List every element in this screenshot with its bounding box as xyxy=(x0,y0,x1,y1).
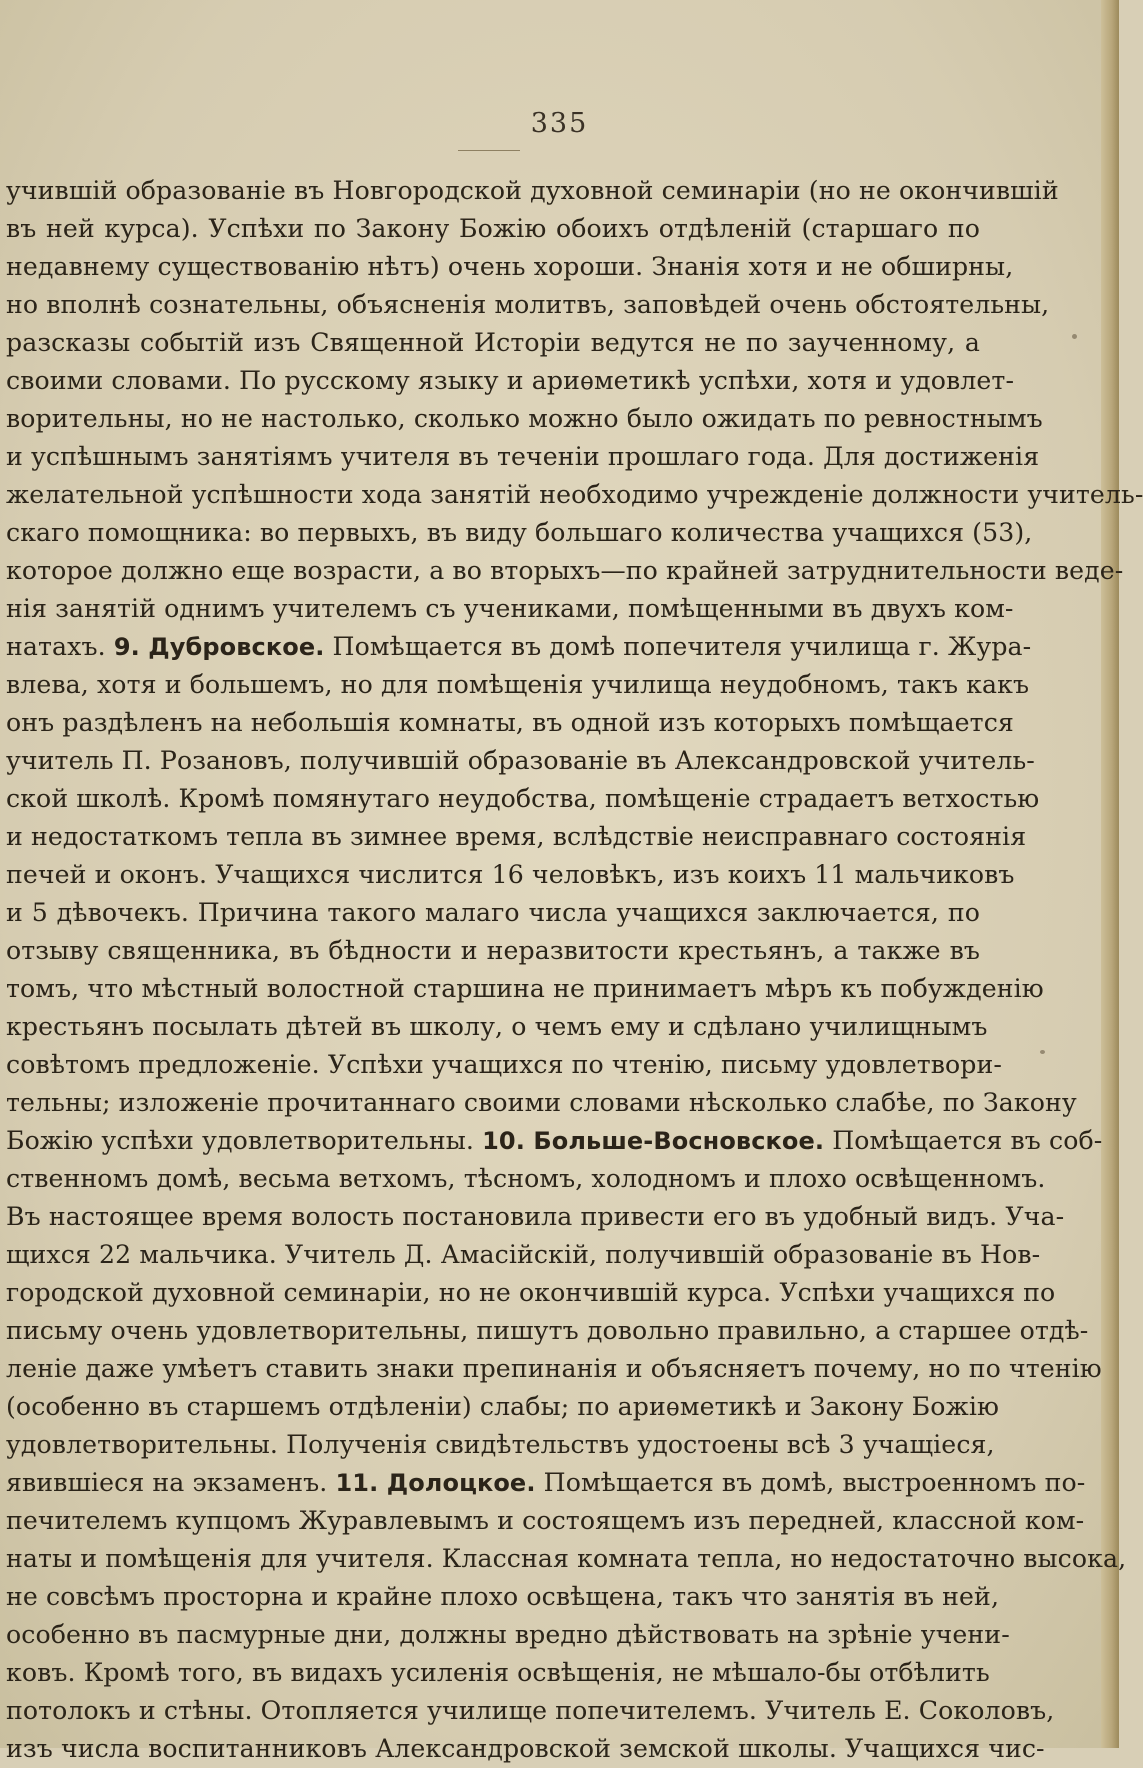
page-edge xyxy=(1101,0,1119,1748)
text-run: ковъ. Кромѣ того, въ видахъ усиленія освѣщенія, не мѣшало-бы отбѣлить xyxy=(6,1658,990,1687)
text-run: наты и помѣщенія для учителя. Классная комната тепла, но недостаточно высока, xyxy=(6,1544,1127,1573)
header-rule xyxy=(458,150,520,151)
text-run: но вполнѣ сознательны, объясненія молитвъ, заповѣдей очень обстоятельны, xyxy=(6,290,1050,319)
text-line xyxy=(6,1122,1103,1160)
text-run: леніе даже умѣетъ ставить знаки препинанія и объясняетъ почему, но по чтенію xyxy=(6,1354,1102,1383)
text-run: отзыву священника, въ бѣдности и неразвитости крестьянъ, а также въ xyxy=(6,936,980,965)
text-line xyxy=(6,1084,1077,1122)
text-line xyxy=(6,704,1014,742)
text-line xyxy=(6,476,1143,514)
text-line xyxy=(6,1692,1055,1730)
text-run: въ ней курса). Успѣхи по Закону Божію обоихъ отдѣленій (старшаго по xyxy=(6,214,980,243)
text-line xyxy=(6,1008,988,1046)
text-line xyxy=(6,400,1043,438)
text-line xyxy=(6,362,1015,400)
text-run: недавнему существованію нѣтъ) очень хороши. Знанія хотя и не обширны, xyxy=(6,252,1014,281)
text-line xyxy=(6,1540,1127,1578)
text-run: печей и оконъ. Учащихся числится 16 человѣкъ, изъ коихъ 11 мальчиковъ xyxy=(6,860,1015,889)
text-run: разсказы событій изъ Священной Исторіи ведутся не по заученному, а xyxy=(6,328,980,357)
text-line xyxy=(6,780,1040,818)
text-run: своими словами. По русскому языку и ариѳметикѣ успѣхи, хотя и удовлет- xyxy=(6,366,1015,395)
text-run: нія занятій однимъ учителемъ съ учениками, помѣщенными въ двухъ ком- xyxy=(6,594,1014,623)
text-line xyxy=(6,818,1027,856)
section-heading: 11. Долоцкое. xyxy=(335,1469,536,1497)
text-line xyxy=(6,1464,1086,1502)
text-line xyxy=(6,856,1015,894)
text-run: которое должно еще возрасти, а во вторыхъ—по крайней затруднительности веде- xyxy=(6,556,1124,585)
text-run: щихся 22 мальчика. Учитель Д. Амасійскій, получившій образованіе въ Нов- xyxy=(6,1240,1041,1269)
text-line xyxy=(6,286,1050,324)
text-run: Въ настоящее время волость постановила привести его въ удобный видъ. Уча- xyxy=(6,1202,1065,1231)
text-run: Помѣщается въ соб- xyxy=(824,1126,1103,1155)
text-line xyxy=(6,514,1033,552)
text-run: совѣтомъ предложеніе. Успѣхи учащихся по чтенію, письму удовлетвори- xyxy=(6,1050,1002,1079)
text-run: (особенно въ старшемъ отдѣленіи) слабы; по ариѳметикѣ и Закону Божію xyxy=(6,1392,1000,1421)
text-line xyxy=(6,1350,1102,1388)
text-line xyxy=(6,172,1059,210)
text-run: Божію успѣхи удовлетворительны. xyxy=(6,1126,483,1155)
text-line xyxy=(6,970,1044,1008)
text-run: влева, хотя и большемъ, но для помѣщенія училища неудобномъ, такъ какъ xyxy=(6,670,1030,699)
text-line xyxy=(6,1198,1065,1236)
text-run: городской духовной семинаріи, но не окончившій курса. Успѣхи учащихся по xyxy=(6,1278,1056,1307)
text-run: желательной успѣшности хода занятій необходимо учрежденіе должности учитель- xyxy=(6,480,1143,509)
text-line xyxy=(6,1426,995,1464)
text-line xyxy=(6,438,1040,476)
text-run: и успѣшнымъ занятіямъ учителя въ теченіи прошлаго года. Для достиженія xyxy=(6,442,1040,471)
text-run: особенно въ пасмурные дни, должны вредно дѣйствовать на зрѣніе учени- xyxy=(6,1620,1010,1649)
text-line xyxy=(6,1654,990,1692)
text-line xyxy=(6,1616,1010,1654)
text-line xyxy=(6,552,1124,590)
text-run: и недостаткомъ тепла въ зимнее время, вслѣдствіе неисправнаго состоянія xyxy=(6,822,1027,851)
text-run: изъ числа воспитанниковъ Александровской земской школы. Учащихся чис- xyxy=(6,1734,1045,1763)
text-run: не совсѣмъ просторна и крайне плохо освѣщена, такъ что занятія въ ней, xyxy=(6,1582,1000,1611)
text-run: натахъ. xyxy=(6,632,114,661)
ink-spot xyxy=(1040,1050,1045,1054)
text-run: явившіеся на экзаменъ. xyxy=(6,1468,336,1497)
text-run: крестьянъ посылать дѣтей въ школу, о чемъ ему и сдѣлано училищнымъ xyxy=(6,1012,988,1041)
text-run: удовлетворительны. Полученія свидѣтельствъ удостоены всѣ 3 учащіеся, xyxy=(6,1430,995,1459)
text-run: Помѣщается въ домѣ попечителя училища г. Жура- xyxy=(324,632,1032,661)
text-line xyxy=(6,324,980,362)
text-run: ственномъ домѣ, весьма ветхомъ, тѣсномъ, холодномъ и плохо освѣщенномъ. xyxy=(6,1164,1046,1193)
text-run: Помѣщается въ домѣ, выстроенномъ по- xyxy=(535,1468,1086,1497)
text-run: ворительны, но не настолько, сколько можно было ожидать по ревностнымъ xyxy=(6,404,1043,433)
text-line xyxy=(6,1274,1056,1312)
text-run: учившій образованіе въ Новгородской духовной семинаріи (но не окончившій xyxy=(6,176,1059,205)
text-run: учитель П. Розановъ, получившій образованіе въ Александровской учитель- xyxy=(6,746,1035,775)
text-line xyxy=(6,742,1035,780)
text-line xyxy=(6,590,1014,628)
text-line xyxy=(6,1578,1000,1616)
text-line xyxy=(6,1730,1045,1768)
text-run: письму очень удовлетворительны, пишутъ довольно правильно, а старшее отдѣ- xyxy=(6,1316,1089,1345)
text-line xyxy=(6,628,1032,666)
text-run: потолокъ и стѣны. Отопляется училище попечителемъ. Учитель Е. Соколовъ, xyxy=(6,1696,1055,1725)
text-line xyxy=(6,894,980,932)
text-run: тельны; изложеніе прочитаннаго своими словами нѣсколько слабѣе, по Закону xyxy=(6,1088,1077,1117)
text-run: скаго помощника: во первыхъ, въ виду большаго количества учащихся (53), xyxy=(6,518,1033,547)
text-line xyxy=(6,1502,1085,1540)
text-run: печителемъ купцомъ Журавлевымъ и состоящемъ изъ передней, классной ком- xyxy=(6,1506,1085,1535)
text-run: и 5 дѣвочекъ. Причина такого малаго числа учащихся заключается, по xyxy=(6,898,980,927)
text-line xyxy=(6,932,980,970)
text-line xyxy=(6,1388,1000,1426)
text-line xyxy=(6,210,980,248)
text-line xyxy=(6,1046,1002,1084)
section-heading: 10. Больше-Восновское. xyxy=(482,1127,825,1155)
ink-spot xyxy=(1072,334,1077,339)
text-line xyxy=(6,666,1030,704)
text-run: онъ раздѣленъ на небольшія комнаты, въ одной изъ которыхъ помѣщается xyxy=(6,708,1014,737)
text-run: томъ, что мѣстный волостной старшина не принимаетъ мѣръ къ побужденію xyxy=(6,974,1044,1003)
body-text xyxy=(6,172,1143,1768)
page-number: 335 xyxy=(530,108,589,139)
text-line xyxy=(6,1312,1089,1350)
text-line xyxy=(6,1160,1046,1198)
section-heading: 9. Дубровское. xyxy=(113,633,325,661)
text-run: ской школѣ. Кромѣ помянутаго неудобства, помѣщеніе страдаетъ ветхостью xyxy=(6,784,1040,813)
text-line xyxy=(6,248,1014,286)
text-line xyxy=(6,1236,1041,1274)
